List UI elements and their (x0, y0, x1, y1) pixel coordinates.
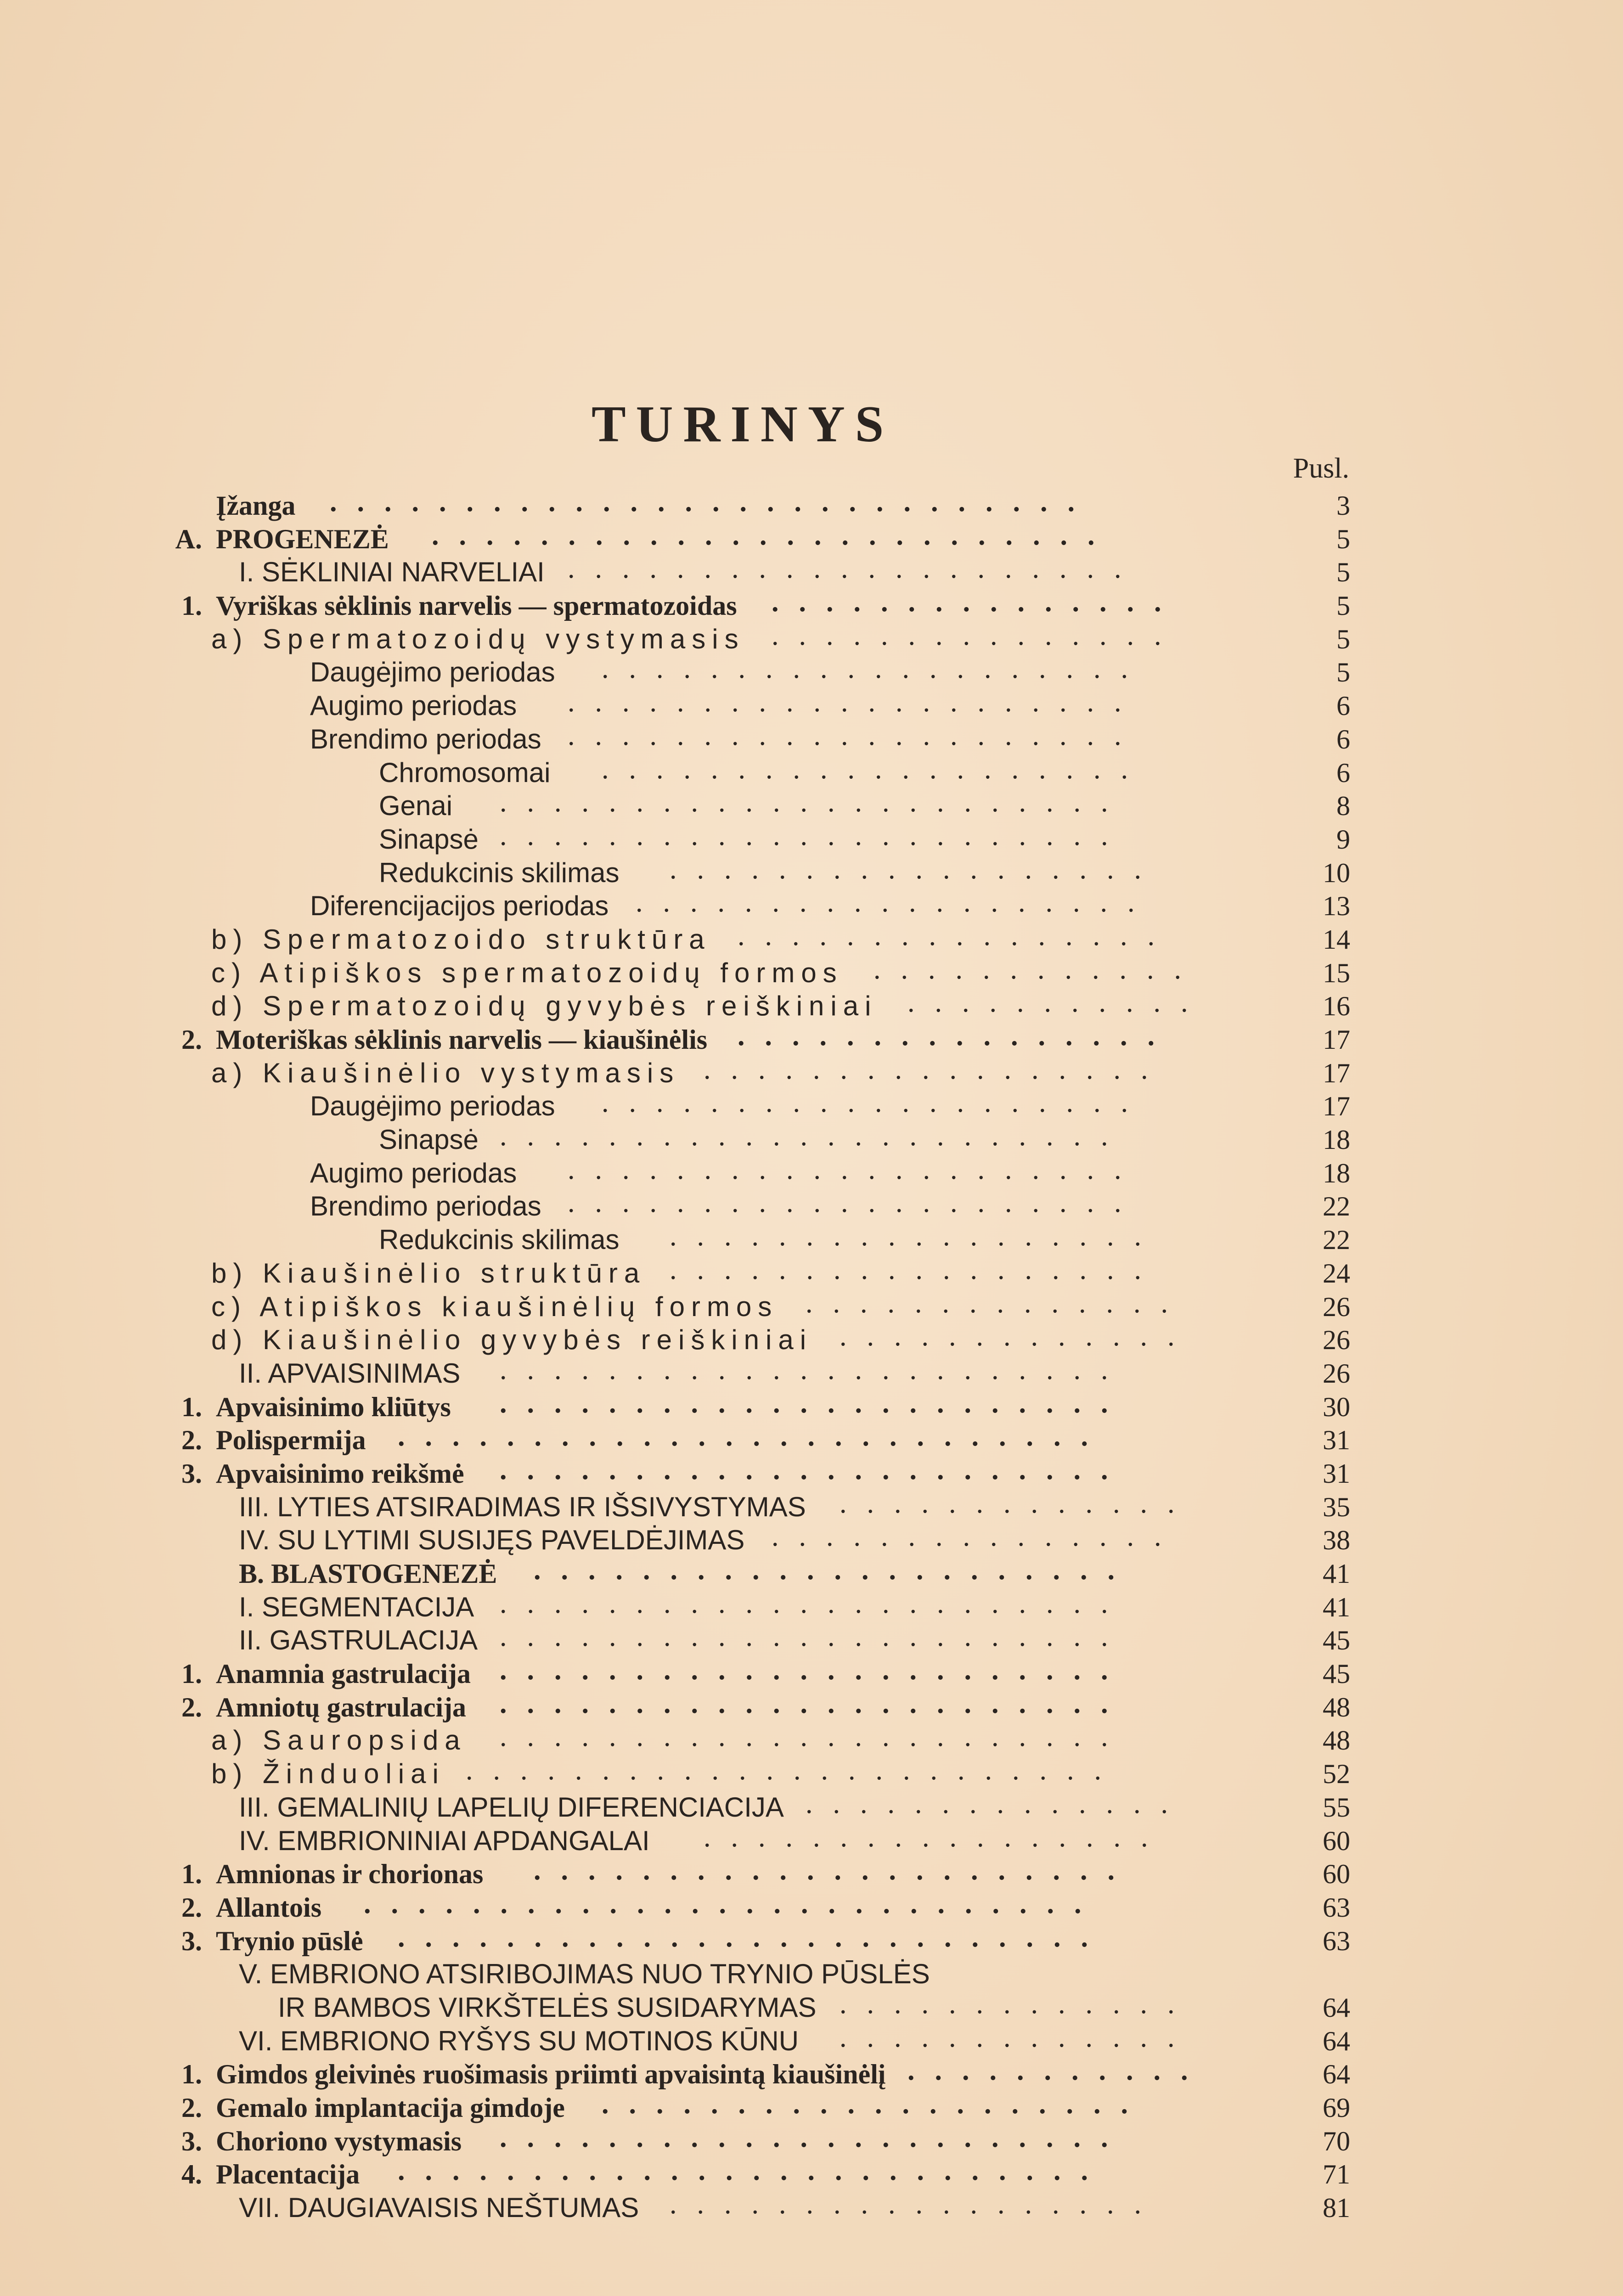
toc-page-number: 52 (1323, 1759, 1350, 1790)
dot-leader: ................. (704, 1053, 1168, 1085)
toc-page-number: 41 (1323, 1592, 1350, 1622)
toc-page-number: 5 (1336, 657, 1350, 688)
toc-entry-title: III. GEMALINIŲ LAPELIŲ DIFERENCIACIJA (239, 1791, 784, 1823)
toc-page-number: 30 (1323, 1391, 1350, 1422)
toc-entry-title: Daugėjimo periodas (310, 657, 555, 688)
toc-entry-title: a) Spermatozoidų vystymasis (211, 623, 745, 654)
toc-entry-title: b) Žinduoliai (211, 1758, 445, 1790)
toc-page-number: 6 (1336, 724, 1350, 754)
toc-entry-number: 1. (181, 1659, 202, 1689)
toc-row (165, 1521, 1350, 1557)
toc-row (165, 953, 1350, 990)
toc-row (165, 1020, 1350, 1057)
page-title: TURINYS (591, 396, 894, 453)
toc-entry-title: Genai (379, 790, 453, 822)
toc-row (165, 586, 1350, 623)
dot-leader: .................... (602, 2088, 1148, 2120)
toc-row (165, 2191, 1350, 2225)
toc-row (165, 753, 1350, 790)
toc-page-number: 17 (1323, 1024, 1350, 1055)
toc-entry-title: Placentacija (216, 2159, 360, 2190)
dot-leader: ..................... (568, 687, 1142, 718)
toc-entry-title: c) Atipiškos kiaušinėlių formos (211, 1291, 778, 1322)
toc-row (165, 1587, 1350, 1624)
toc-page-number: 5 (1336, 523, 1350, 554)
toc-page-number: 8 (1336, 791, 1350, 822)
toc-entry-title: Brendimo periodas (310, 723, 541, 754)
toc-row (165, 2155, 1350, 2191)
toc-page-number: 48 (1323, 1725, 1350, 1756)
dot-leader: ............. (840, 1487, 1195, 1519)
dot-leader: .................... (602, 753, 1148, 785)
toc-page-number: 5 (1336, 624, 1350, 654)
toc-row (165, 653, 1350, 689)
dot-leader: .............. (806, 1287, 1188, 1319)
dot-leader: ....................... (500, 1688, 1128, 1719)
toc-page-number: 26 (1323, 1358, 1350, 1389)
toc-page-number: 70 (1323, 2126, 1350, 2156)
toc-entry-title: Allantois (216, 1892, 322, 1923)
toc-entry-title: Apvaisinimo kliūtys (216, 1391, 451, 1422)
toc-row (165, 820, 1350, 856)
toc-row (165, 486, 1350, 523)
dot-leader: .................. (670, 2189, 1161, 2220)
toc-page-number: 45 (1323, 1625, 1350, 1656)
dot-leader: ................... (636, 887, 1155, 918)
toc-row (165, 1621, 1350, 1657)
toc-entry-title: Brendimo periodas (310, 1191, 541, 1222)
dot-leader: ..................... (568, 720, 1142, 751)
toc-page-number: 15 (1323, 957, 1350, 988)
toc-row (165, 2088, 1350, 2125)
toc-row (165, 1053, 1350, 1090)
toc-entry-title: Daugėjimo periodas (310, 1091, 555, 1122)
toc-entry-title: Gimdos gleivinės ruošimasis priimti apvaisintą kiaušinėlį (216, 2059, 886, 2090)
toc-entry-number: 4. (181, 2159, 202, 2190)
toc-row (165, 1821, 1350, 1858)
table-of-contents (165, 486, 1350, 2225)
toc-row (165, 2021, 1350, 2058)
toc-row (165, 1721, 1350, 1757)
toc-row (165, 1223, 1350, 1257)
toc-row (165, 1120, 1350, 1157)
toc-entry-number: 1. (181, 591, 202, 621)
toc-page-number: 17 (1323, 1058, 1350, 1088)
dot-leader: ................. (704, 1821, 1168, 1853)
toc-entry-number: 2. (181, 1892, 202, 1923)
toc-entry-title: Redukcinis skilimas (379, 857, 620, 888)
toc-page-number: 81 (1323, 2193, 1350, 2223)
toc-row (165, 1354, 1350, 1390)
dot-leader: ............. (840, 1321, 1195, 1352)
toc-page-number: 6 (1336, 691, 1350, 721)
toc-entry-title: VII. DAUGIAVAISIS NEŠTUMAS (239, 2192, 639, 2223)
toc-entry-number: 3. (181, 2126, 202, 2156)
toc-page-number: 31 (1323, 1425, 1350, 1456)
toc-page-number: 16 (1323, 991, 1350, 1022)
page-column-header: Pusl. (1293, 453, 1349, 484)
dot-leader: ............................ (330, 486, 1095, 518)
dot-leader: .................... (602, 653, 1148, 685)
toc-page-number: 18 (1323, 1158, 1350, 1188)
toc-entry-title: b) Spermatozoido struktūra (211, 923, 711, 955)
toc-entry-number: 3. (181, 1925, 202, 1956)
dot-leader: .................. (670, 853, 1161, 885)
dot-leader: ....................... (500, 1654, 1128, 1686)
dot-leader: ............... (772, 586, 1182, 618)
toc-row (165, 720, 1350, 756)
dot-leader: ....................... (500, 1120, 1128, 1152)
toc-page-number: 63 (1323, 1892, 1350, 1923)
toc-row (165, 1554, 1350, 1591)
toc-row (165, 853, 1350, 890)
toc-row (165, 1087, 1350, 1123)
dot-leader: ............ (873, 953, 1201, 985)
dot-leader: ....................... (500, 1621, 1128, 1653)
toc-entry-title: Apvaisinimo reikšmė (216, 1458, 464, 1489)
toc-row (165, 1857, 1350, 1891)
toc-entry-number: 2. (181, 1425, 202, 1456)
dot-leader: ..................... (568, 1187, 1142, 1219)
toc-entry-title: a) Kiaušinėlio vystymasis (211, 1057, 680, 1088)
toc-entry-title: I. SĖKLINIAI NARVELIAI (239, 557, 545, 588)
dot-leader: ..................... (568, 1154, 1142, 1185)
toc-entry-title: Choriono vystymasis (216, 2126, 462, 2156)
toc-row (165, 1287, 1350, 1324)
dot-leader: ...................... (534, 1554, 1135, 1586)
toc-row (165, 1757, 1350, 1791)
toc-page-number: 60 (1323, 1825, 1350, 1856)
dot-leader: ....................... (500, 1587, 1128, 1619)
dot-leader: ....................... (500, 2122, 1128, 2153)
toc-page-number: 22 (1323, 1191, 1350, 1222)
toc-entry-number: 1. (181, 1859, 202, 1890)
toc-row (165, 1988, 1350, 2025)
toc-entry-title: B. BLASTOGENEZĖ (239, 1559, 497, 1589)
dot-leader: ...................... (534, 1855, 1135, 1886)
toc-row (165, 619, 1350, 656)
toc-page-number: 48 (1323, 1692, 1350, 1722)
dot-leader: ........................ (466, 1755, 1121, 1786)
dot-leader: .................. (670, 1254, 1161, 1285)
toc-page-number: 22 (1323, 1225, 1350, 1255)
toc-entry-title: I. SEGMENTACIJA (239, 1591, 474, 1622)
toc-page-number: 26 (1323, 1325, 1350, 1356)
dot-leader: ............. (840, 2021, 1195, 2053)
toc-entry-title: IV. SU LYTIMI SUSIJĘS PAVELDĖJIMAS (239, 1525, 745, 1556)
dot-leader: ........................... (364, 1888, 1102, 1919)
toc-entry-title: Įžanga (216, 490, 296, 521)
dot-leader: .................... (602, 1087, 1148, 1119)
dot-leader: ....................... (500, 1721, 1128, 1753)
toc-row (165, 920, 1350, 957)
toc-page-number: 69 (1323, 2093, 1350, 2123)
toc-row (165, 1187, 1350, 1223)
dot-leader: .......................... (398, 2155, 1108, 2187)
toc-entry-title: IV. EMBRIONINIAI APDANGALAI (239, 1825, 650, 1856)
dot-leader: .......................... (398, 1421, 1108, 1452)
toc-row (165, 1654, 1350, 1691)
toc-page-number: 55 (1323, 1792, 1350, 1823)
dot-leader: ....................... (500, 787, 1128, 818)
toc-row (165, 1487, 1350, 1524)
toc-row (165, 1688, 1350, 1724)
toc-entry-title: Amnionas ir chorionas (216, 1859, 484, 1890)
toc-entry-title: Trynio pūslė (216, 1925, 363, 1956)
toc-entry-title: d) Kiaušinėlio gyvybės reiškiniai (211, 1324, 813, 1356)
toc-page-number: 41 (1323, 1559, 1350, 1589)
dot-leader: ....................... (500, 1387, 1128, 1419)
toc-page-number: 31 (1323, 1458, 1350, 1489)
toc-page-number: 64 (1323, 1992, 1350, 2023)
toc-row (165, 2055, 1350, 2091)
toc-row (165, 1888, 1350, 1925)
toc-row (165, 1958, 1350, 1991)
toc-page-number: 38 (1323, 1525, 1350, 1556)
toc-entry-title: Chromosomai (379, 757, 551, 788)
toc-entry-title: Anamnia gastrulacija (216, 1659, 471, 1689)
dot-leader: ..................... (568, 553, 1142, 585)
toc-entry-title: Sinapsė (379, 1124, 479, 1155)
toc-entry-title: Augimo periodas (310, 1157, 517, 1188)
dot-leader: ................ (738, 920, 1175, 951)
toc-entry-title: VI. EMBRIONO RYŠYS SU MOTINOS KŪNU (239, 2025, 799, 2056)
dot-leader: .............. (806, 1788, 1188, 1819)
toc-page-number: 5 (1336, 557, 1350, 588)
toc-page-number: 63 (1323, 1925, 1350, 1956)
dot-leader: ............... (772, 619, 1182, 651)
dot-leader: ........... (907, 987, 1208, 1019)
dot-leader: ......................... (432, 519, 1115, 551)
toc-page-number: 6 (1336, 757, 1350, 788)
toc-entry-title: PROGENEZĖ (216, 523, 389, 554)
toc-entry-title: V. EMBRIONO ATSIRIBOJIMAS NUO TRYNIO PŪSLĖS (239, 1958, 930, 1990)
toc-page-number: 35 (1323, 1491, 1350, 1522)
toc-entry-number: 1. (181, 2059, 202, 2090)
toc-row (165, 1154, 1350, 1190)
toc-entry-number: 3. (181, 1458, 202, 1489)
dot-leader: ............. (840, 1988, 1195, 2020)
toc-entry-title: Augimo periodas (310, 690, 517, 721)
dot-leader: ............... (772, 1521, 1182, 1553)
toc-entry-number: 1. (181, 1391, 202, 1422)
toc-page-number: 17 (1323, 1091, 1350, 1122)
toc-entry-title: II. GASTRULACIJA (239, 1625, 478, 1656)
dot-leader: .......................... (398, 1921, 1108, 1953)
toc-row (165, 789, 1350, 823)
toc-entry-number: 2. (181, 1692, 202, 1722)
toc-entry-title: II. APVAISINIMAS (239, 1357, 461, 1389)
toc-row (165, 1454, 1350, 1491)
toc-page-number: 45 (1323, 1659, 1350, 1689)
toc-page-number: 5 (1336, 591, 1350, 621)
toc-entry-title: Redukcinis skilimas (379, 1224, 620, 1255)
toc-entry-number: 2. (181, 1024, 202, 1055)
dot-leader: .................. (670, 1221, 1161, 1252)
toc-page-number: 3 (1336, 490, 1350, 521)
toc-entry-title: Vyriškas sėklinis narvelis — spermatozoidas (216, 591, 737, 621)
dot-leader: ................ (738, 1020, 1175, 1052)
toc-row (165, 987, 1350, 1023)
toc-page-number: 13 (1323, 891, 1350, 922)
toc-row (165, 689, 1350, 723)
toc-row (165, 553, 1350, 589)
toc-row (165, 1387, 1350, 1424)
toc-entry-title: a) Sauropsida (211, 1725, 467, 1756)
toc-entry-title: Moteriškas sėklinis narvelis — kiaušinėlis (216, 1024, 708, 1055)
toc-entry-title: d) Spermatozoidų gyvybės reiškiniai (211, 990, 878, 1022)
dot-leader: ....................... (500, 1354, 1128, 1385)
toc-row (165, 519, 1350, 556)
toc-row (165, 2122, 1350, 2158)
toc-entry-title: Sinapsė (379, 823, 479, 855)
toc-entry-title: Polispermija (216, 1425, 366, 1456)
toc-page-number: 14 (1323, 924, 1350, 955)
toc-row (165, 1323, 1350, 1357)
toc-page-number: 18 (1323, 1125, 1350, 1155)
toc-row (165, 1421, 1350, 1457)
toc-entry-number: 2. (181, 2093, 202, 2123)
toc-row (165, 1788, 1350, 1824)
toc-entry-title: IR BAMBOS VIRKŠTELĖS SUSIDARYMAS (278, 1992, 817, 2023)
toc-page-number: 9 (1336, 824, 1350, 855)
toc-row (165, 1921, 1350, 1958)
toc-page-number: 64 (1323, 2059, 1350, 2090)
toc-entry-title: Diferencijacijos periodas (310, 890, 609, 922)
toc-entry-title: III. LYTIES ATSIRADIMAS IR IŠSIVYSTYMAS (239, 1491, 806, 1522)
toc-row (165, 889, 1350, 923)
dot-leader: ....................... (500, 1454, 1128, 1486)
toc-entry-title: Amniotų gastrulacija (216, 1692, 466, 1722)
dot-leader: ....................... (500, 820, 1128, 851)
toc-page-number: 24 (1323, 1258, 1350, 1289)
toc-entry-number: A. (175, 523, 202, 554)
toc-page-number: 10 (1323, 857, 1350, 888)
dot-leader: ........... (907, 2055, 1208, 2087)
toc-entry-title: Gemalo implantacija gimdoje (216, 2093, 565, 2123)
toc-page-number: 64 (1323, 2026, 1350, 2056)
toc-entry-title: b) Kiaušinėlio struktūra (211, 1257, 646, 1289)
toc-row (165, 1254, 1350, 1290)
toc-page-number: 71 (1323, 2159, 1350, 2190)
toc-entry-title: c) Atipiškos spermatozoidų formos (211, 957, 843, 988)
toc-page-number: 26 (1323, 1291, 1350, 1322)
toc-page-number: 60 (1323, 1859, 1350, 1890)
